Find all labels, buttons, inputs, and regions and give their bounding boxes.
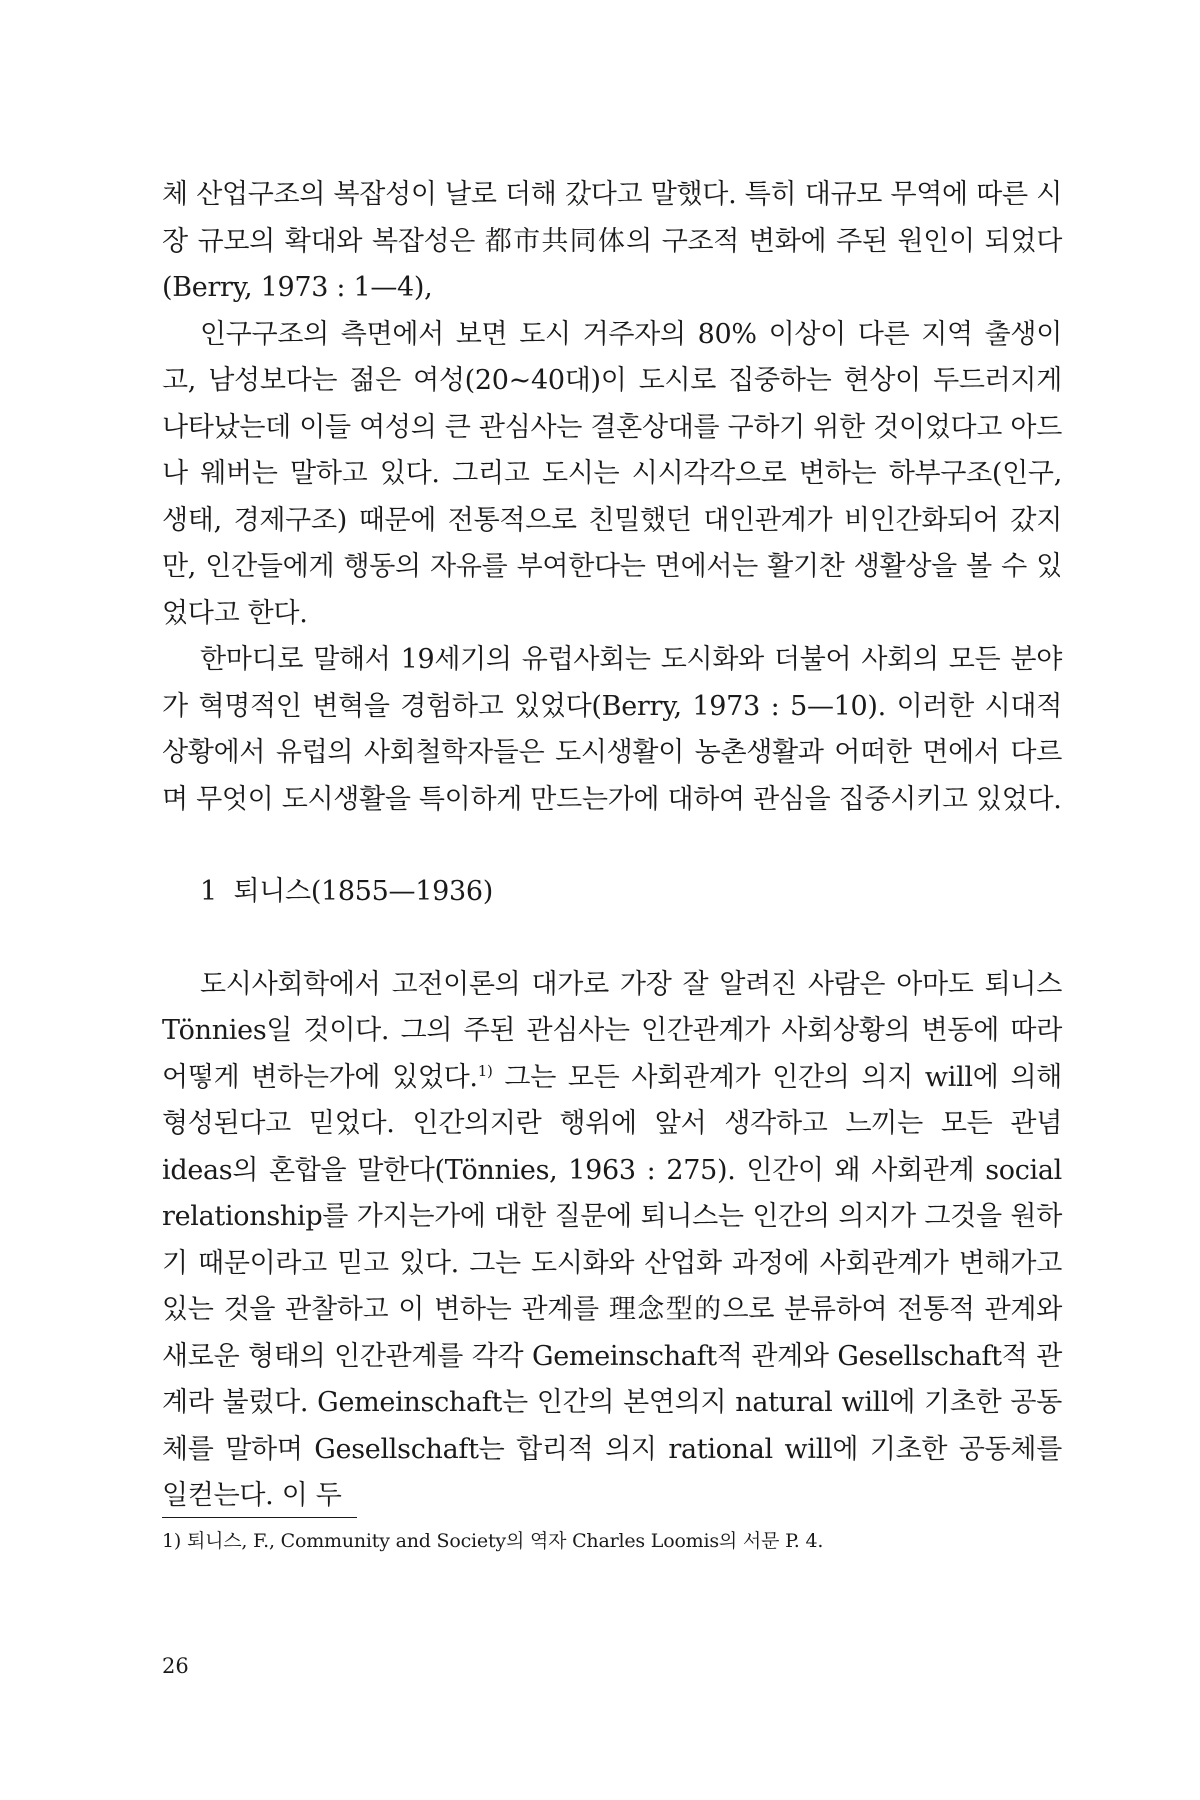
section-number: 1 [200, 876, 217, 907]
page-number: 26 [162, 1654, 189, 1678]
paragraph-1: 체 산업구조의 복잡성이 날로 더해 갔다고 말했다. 특히 대규모 무역에 따른 시장 규모의 확대와 복잡성은 都市共同体의 구조적 변화에 주된 원인이 되었다(Berry, 1973 : 1—4), [162, 179, 1062, 303]
footnote-divider [162, 1517, 357, 1518]
paragraph-4-part-2: 그는 모든 사회관계가 인간의 의지 will에 의해 형성된다고 믿었다. 인간의지란 행위에 앞서 생각하고 느끼는 모든 관념 ideas의 혼합을 말한다(Tönnies, 1963 : 275). 인간이 왜 사회관계 social relationship를 가지는가에 대한 질문에 퇴니스는 인간의 의지가 그것을 원하기 때문이라고 믿고 있다. 그는 도시화와 산업화 과정에 사회관계가 변해가고 있는 것을 관찰하고 이 변하는 관계를 理念型的으로 분류하여 전통적 관계와 새로운 형태의 인간관계를 각각 Gemeinschaft적 관계와 Gesellschaft적 관계라 불렀다. Gemeinschaft는 인간의 본연의지 natural will에 기초한 공동체를 말하며 Gesellschaft는 합리적 의지 rational will에 기초한 공동체를 일컫는다. 이 두 [162, 1061, 1063, 1511]
section-title: 퇴니스(1855—1936) [233, 876, 494, 907]
footnote-reference: 1) [477, 1061, 493, 1080]
paragraph-4 [162, 962, 1062, 1520]
section-heading [162, 869, 1062, 916]
footnote: 1) 퇴니스, F., Community and Society의 역자 Charles Loomis의 서문 P. 4. [162, 1530, 824, 1552]
paragraph-2: 인구구조의 측면에서 보면 도시 거주자의 80% 이상이 다른 지역 출생이고, 남성보다는 젊은 여성(20~40대)이 도시로 집중하는 현상이 두드러지게 나타났는데 이들 여성의 큰 관심사는 결혼상대를 구하기 위한 것이었다고 아드나 웨버는 말하고 있다. 그리고 도시는 시시각각으로 변하는 하부구조(인구, 생태, 경제구조) 때문에 전통적으로 친밀했던 대인관계가 비인간화되어 갔지만, 인간들에게 행동의 자유를 부여한다는 면에서는 활기찬 생활상을 볼 수 있었다고 한다. [162, 318, 1062, 629]
paragraph-3: 한마디로 말해서 19세기의 유럽사회는 도시화와 더불어 사회의 모든 분야가 혁명적인 변혁을 경험하고 있었다(Berry, 1973 : 5—10). 이러한 시대적 상황에서 유럽의 사회철학자들은 도시생활이 농촌생활과 어떠한 면에서 다르며 무엇이 도시생활을 특이하게 만드는가에 대하여 관심을 집중시키고 있었다. [162, 644, 1062, 815]
page-body [162, 172, 1062, 1520]
paragraph-4-part-1: 도시사회학에서 고전이론의 대가로 가장 잘 알려진 사람은 아마도 퇴니스 Tönnies일 것이다. 그의 주된 관심사는 인간관계가 사회상황의 변동에 따라 어떻게 변하는가에 있었다. [162, 968, 1062, 1093]
